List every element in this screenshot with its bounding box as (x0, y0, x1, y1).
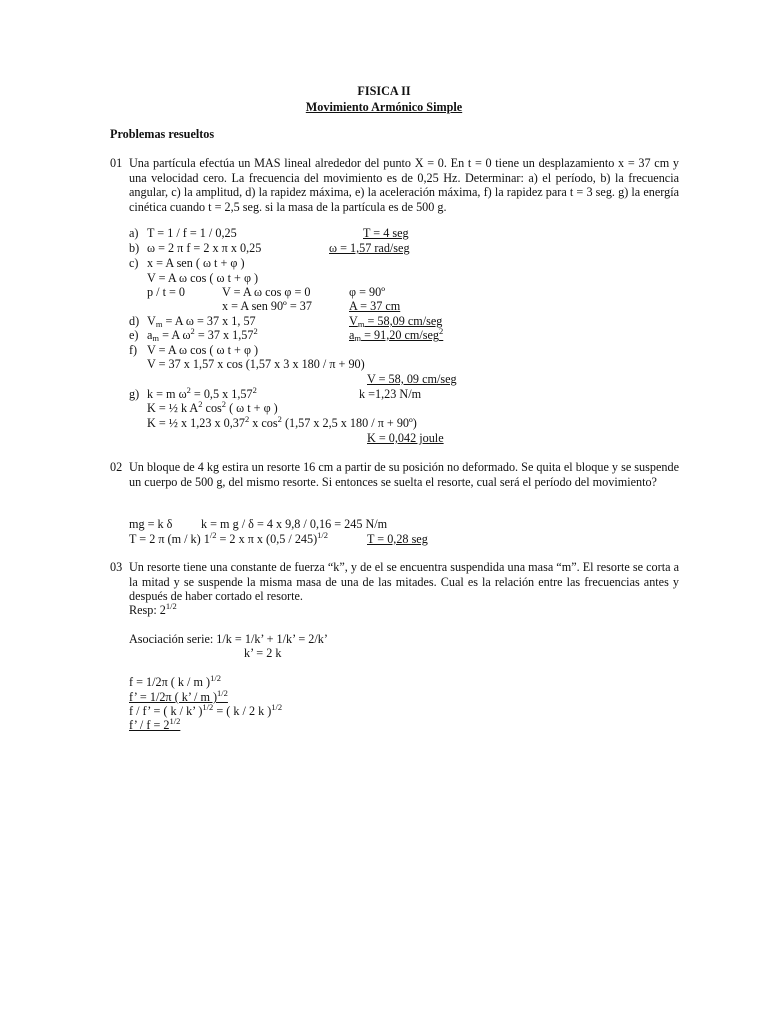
expression: K = ½ k A (147, 401, 199, 415)
expression: f’ / f = 2 (129, 718, 170, 732)
expression: = A ω = 37 x 1, 57 (162, 314, 256, 328)
superscript: 2 (244, 414, 250, 424)
problem-statement: Una partícula efectúa un MAS lineal alrededor del punto X = 0. En t = 0 tiene un desplazamiento x = 37 cm y una velocidad cero. La frecuencia del movimiento es de 0,25 Hz. Determinar: a) el período, b) la frecuencia angular, c) la amplitud, d) la rapidez máxima, e) la aceleración máxima, f) la rapidez para t = 3 seg. g) la energía cinética cuando t = 2,5 seg. si la masa de la partícula es de 500 g. (129, 156, 679, 214)
symbol: a (349, 328, 355, 342)
problem-number: 03 (110, 560, 123, 574)
expression: = 2 x π x (0,5 / 245) (216, 532, 318, 546)
equation: T = 1 / f = 1 / 0,25 (147, 226, 237, 240)
expression: = 0,5 x 1,57 (190, 387, 253, 401)
equation: V = A ω cos φ = 0 (222, 285, 311, 299)
superscript: 2 (221, 399, 227, 409)
expression: Resp: 2 (129, 603, 166, 617)
expression: (1,57 x 2,5 x 180 / π + 90º) (281, 416, 417, 430)
superscript: 2 (252, 385, 257, 395)
value: = 91,20 cm/seg (361, 328, 440, 342)
equation: x = A sen ( ω t + φ ) (147, 256, 245, 270)
superscript: 1/2 (317, 530, 329, 540)
topic-title: Movimiento Armónico Simple (305, 100, 463, 114)
equation (147, 416, 417, 432)
problem-statement: Un bloque de 4 kg estira un resorte 16 cm a partir de su posición no deformado. Se quita el bloque y se suspende un cuerpo de 500 g, del mismo resorte. Si entonces se suelta el resorte, cual será el período del movimiento? (129, 460, 679, 489)
equation (129, 532, 328, 548)
result: T = 0,28 seg (367, 532, 428, 546)
expression: f = 1/2π ( k / m ) (129, 675, 211, 689)
superscript: 1/2 (217, 688, 228, 698)
symbol: V (147, 314, 156, 328)
item-label: d) (129, 314, 140, 328)
expression: = ( k / 2 k ) (213, 704, 272, 718)
expression: x cos (249, 416, 278, 430)
expression: cos (202, 401, 222, 415)
item-label: e) (129, 328, 139, 342)
item-label: f) (129, 343, 138, 357)
value: = 58,09 cm/seg (364, 314, 443, 328)
expression: T = 2 π (m / k) 1 (129, 532, 210, 546)
superscript: 2 (198, 399, 203, 409)
equation: V = A ω cos ( ω t + φ ) (147, 343, 259, 357)
problem-number: 02 (110, 460, 123, 474)
item-label: a) (129, 226, 139, 240)
result: T = 4 seg (363, 226, 409, 240)
subscript: m (357, 319, 365, 329)
item-label: b) (129, 241, 140, 255)
symbol: a (147, 328, 153, 342)
result: A = 37 cm (349, 299, 401, 313)
condition: p / t = 0 (147, 285, 186, 299)
equation (147, 328, 258, 344)
problem-number: 01 (110, 156, 123, 170)
equation: k = m g / δ = 4 x 9,8 / 0,16 = 245 N/m (201, 517, 388, 531)
item-label: g) (129, 387, 140, 401)
expression: f’ = 1/2π ( k’ / m ) (129, 690, 218, 704)
equation (129, 675, 221, 691)
expression: ( ω t + φ ) (226, 401, 278, 415)
equation: V = A ω cos ( ω t + φ ) (147, 271, 259, 285)
expression: = A ω (159, 328, 191, 342)
superscript: 2 (190, 326, 195, 336)
equation: V = 37 x 1,57 x cos (1,57 x 3 x 180 / π + 90) (147, 357, 365, 371)
superscript: 2 (439, 326, 444, 336)
superscript: 2 (186, 385, 191, 395)
equation: k’ = 2 k (244, 646, 282, 660)
expression: f / f’ = ( k / k’ ) (129, 704, 203, 718)
subscript: m (354, 333, 362, 343)
superscript: 1/2 (165, 601, 177, 611)
superscript: 2 (253, 326, 258, 336)
expression: K = ½ x 1,23 x 0,37 (147, 416, 245, 430)
answer (129, 603, 177, 619)
result: k =1,23 N/m (359, 387, 422, 401)
equation: x = A sen 90º = 37 (222, 299, 312, 313)
equation: mg = k δ (129, 517, 173, 531)
result: K = 0,042 joule (367, 431, 444, 445)
subscript: m (152, 333, 160, 343)
result (349, 328, 443, 344)
result: φ = 90º (349, 285, 385, 299)
superscript: /2 (209, 530, 217, 540)
expression: = 37 x 1,57 (194, 328, 254, 342)
expression: k = m ω (147, 387, 187, 401)
subscript: m (155, 319, 163, 329)
superscript: 1/2 (271, 702, 283, 712)
symbol: V (349, 314, 358, 328)
equation (147, 401, 278, 417)
superscript: 1/2 (202, 702, 214, 712)
item-label: c) (129, 256, 139, 270)
superscript: 2 (277, 414, 282, 424)
result: V = 58, 09 cm/seg (367, 372, 457, 386)
superscript: 1/2 (210, 673, 221, 683)
superscript: 1/2 (169, 716, 181, 726)
section-heading: Problemas resueltos (110, 127, 215, 141)
equation: Asociación serie: 1/k = 1/k’ + 1/k’ = 2/k’ (129, 632, 328, 646)
problem-statement: Un resorte tiene una constante de fuerza “k”, y de el se encuentra suspendida una masa “m”. El resorte se corta a la mitad y se suspende la misma masa de una de las mitades. Cual es la relación entre las frecuencias antes y después de haber cortado el resorte. (129, 560, 679, 604)
result: ω = 1,57 rad/seg (329, 241, 410, 255)
result (129, 718, 180, 734)
equation: ω = 2 π f = 2 x π x 0,25 (147, 241, 262, 255)
course-title: FISICA II (357, 84, 411, 98)
